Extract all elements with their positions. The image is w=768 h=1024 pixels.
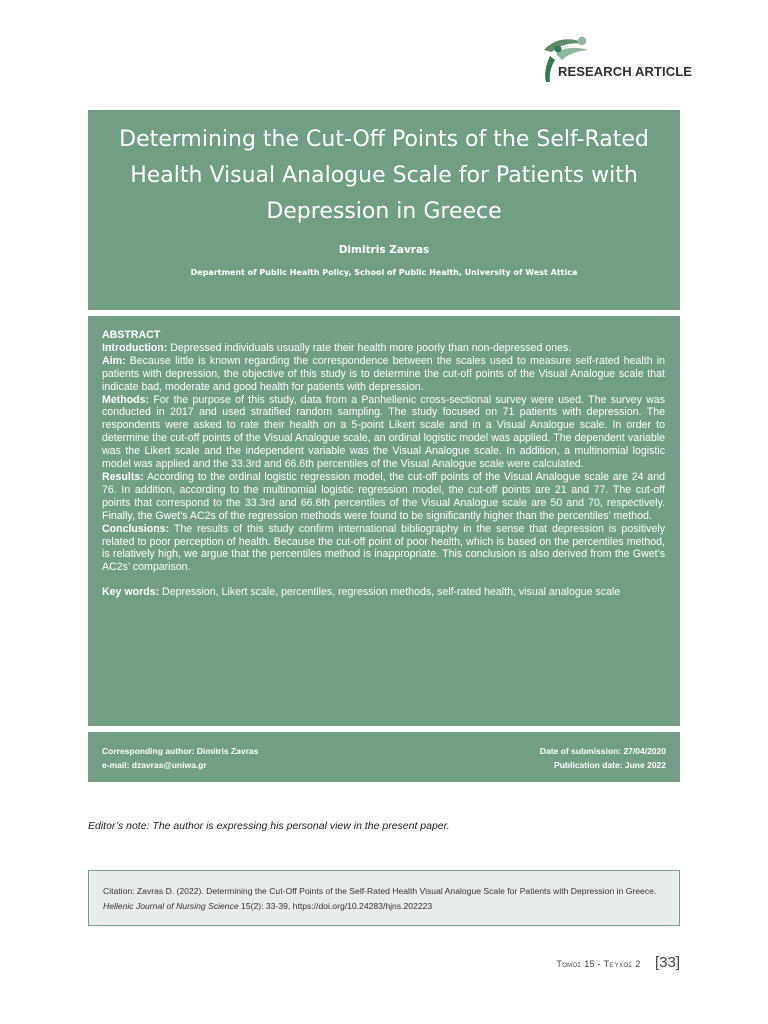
- author-email: e-mail: dzavras@uniwa.gr: [102, 760, 207, 770]
- methods-text: For the purpose of this study, data from a Panhellenic cross-sectional survey were used. The survey was conducted in 2017 and used stratified random sampling. The study focused on 71 patients with depression. The respondents were asked to rate their health on a 5-point Likert scale and in a Visual Analogue scale. In order to determine the cut-off points of the Visual Analogue scale, an ordinal logistic model was applied. The dependent variable was the Likert scale and the independent variable was the Visual Analogue scale. In addition, a multinomial logistic model was applied and the 33.3rd and 66.6th percentiles of the Visual Analogue scale were calculated.: [102, 393, 665, 471]
- abstract-aim: [102, 355, 665, 394]
- citation-suffix: 15(2): 33-39, https://doi.org/10.24283/hjns.202223: [238, 901, 433, 911]
- citation-journal: Hellenic Journal of Nursing Science: [103, 901, 239, 911]
- conclusions-text: The results of this study confirm international bibliography in the sense that depression is positively related to poor perception of health. Because the cut-off point of poor health, which is based on the percentiles method, is relatively high, we argue that the percentiles method is inappropriate. This conclusion is also derived from the Gwet’s AC2s’ comparison.: [102, 522, 665, 574]
- submission-date: Date of submission: 27/04/2020: [539, 746, 666, 756]
- abstract-introduction: [102, 342, 665, 355]
- publication-date: Publication date: June 2022: [554, 760, 666, 770]
- abstract-panel: [88, 316, 680, 726]
- research-article-logo: [536, 34, 693, 90]
- page-number: [33]: [654, 954, 680, 971]
- methods-label: Methods:: [102, 393, 150, 406]
- keywords-text: Depression, Likert scale, percentiles, regression methods, self-rated health, visual analogue scale: [159, 586, 621, 599]
- article-author: Dimitris Zavras: [338, 244, 430, 256]
- aim-label: Aim:: [102, 354, 126, 367]
- abstract-heading: ABSTRACT: [102, 329, 161, 341]
- citation-panel: [88, 870, 680, 926]
- issue-label: Τόμος 15 - Τεύχος 2: [556, 959, 641, 969]
- abstract-results: [102, 471, 665, 523]
- corresponding-author: Corresponding author: Dimitris Zavras: [102, 746, 259, 756]
- research-article-label: RESEARCH ARTICLE: [558, 64, 693, 79]
- conclusions-label: Conclusions:: [102, 522, 170, 535]
- abstract-methods: [102, 394, 665, 471]
- editor-note: Editor’s note: The author is expressing his personal view in the present paper.: [88, 820, 450, 832]
- article-title: Determining the Cut-Off Points of the Self-Rated Health Visual Analogue Scale for Patients with Depression in Greece: [119, 127, 649, 224]
- abstract-keywords: [102, 586, 665, 599]
- citation-prefix: Citation: Zavras D. (2022). Determining the Cut-Off Points of the Self-Rated Health Visual Analogue Scale for Patients with Depression in Greece.: [103, 886, 657, 896]
- introduction-label: Introduction:: [102, 341, 168, 354]
- page-footer: [556, 954, 680, 972]
- title-panel: [88, 110, 680, 310]
- aim-text: Because little is known regarding the correspondence between the scales used to measure self-rated health in patients with depression, the objective of this study is to determine the cut-off points of the Visual Analogue scale that indicate bad, moderate and good health for patients with depression.: [102, 354, 665, 393]
- introduction-text: Depressed individuals usually rate their health more poorly than non-depressed ones.: [167, 341, 572, 354]
- citation-text: [103, 884, 665, 914]
- results-text: According to the ordinal logistic regression model, the cut-off points of the Visual Analogue scale are 24 and 76. In addition, according to the multinomial logistic regression model, the cut-off points are 21 and 77. The cut-off points that correspond to the 33.3rd and 66.6th percentiles of the Visual Analogue scale are 50 and 70, respectively. Finally, the Gwet’s AC2s of the regression methods were found to be significantly higher than the percentiles’ method.: [102, 470, 665, 522]
- keywords-label: Key words:: [102, 586, 160, 599]
- author-affiliation: Department of Public Health Policy, School of Public Health, University of West Attica: [190, 268, 578, 277]
- results-label: Results:: [102, 470, 144, 483]
- article-meta-panel: [88, 732, 680, 782]
- abstract-conclusions: [102, 523, 665, 575]
